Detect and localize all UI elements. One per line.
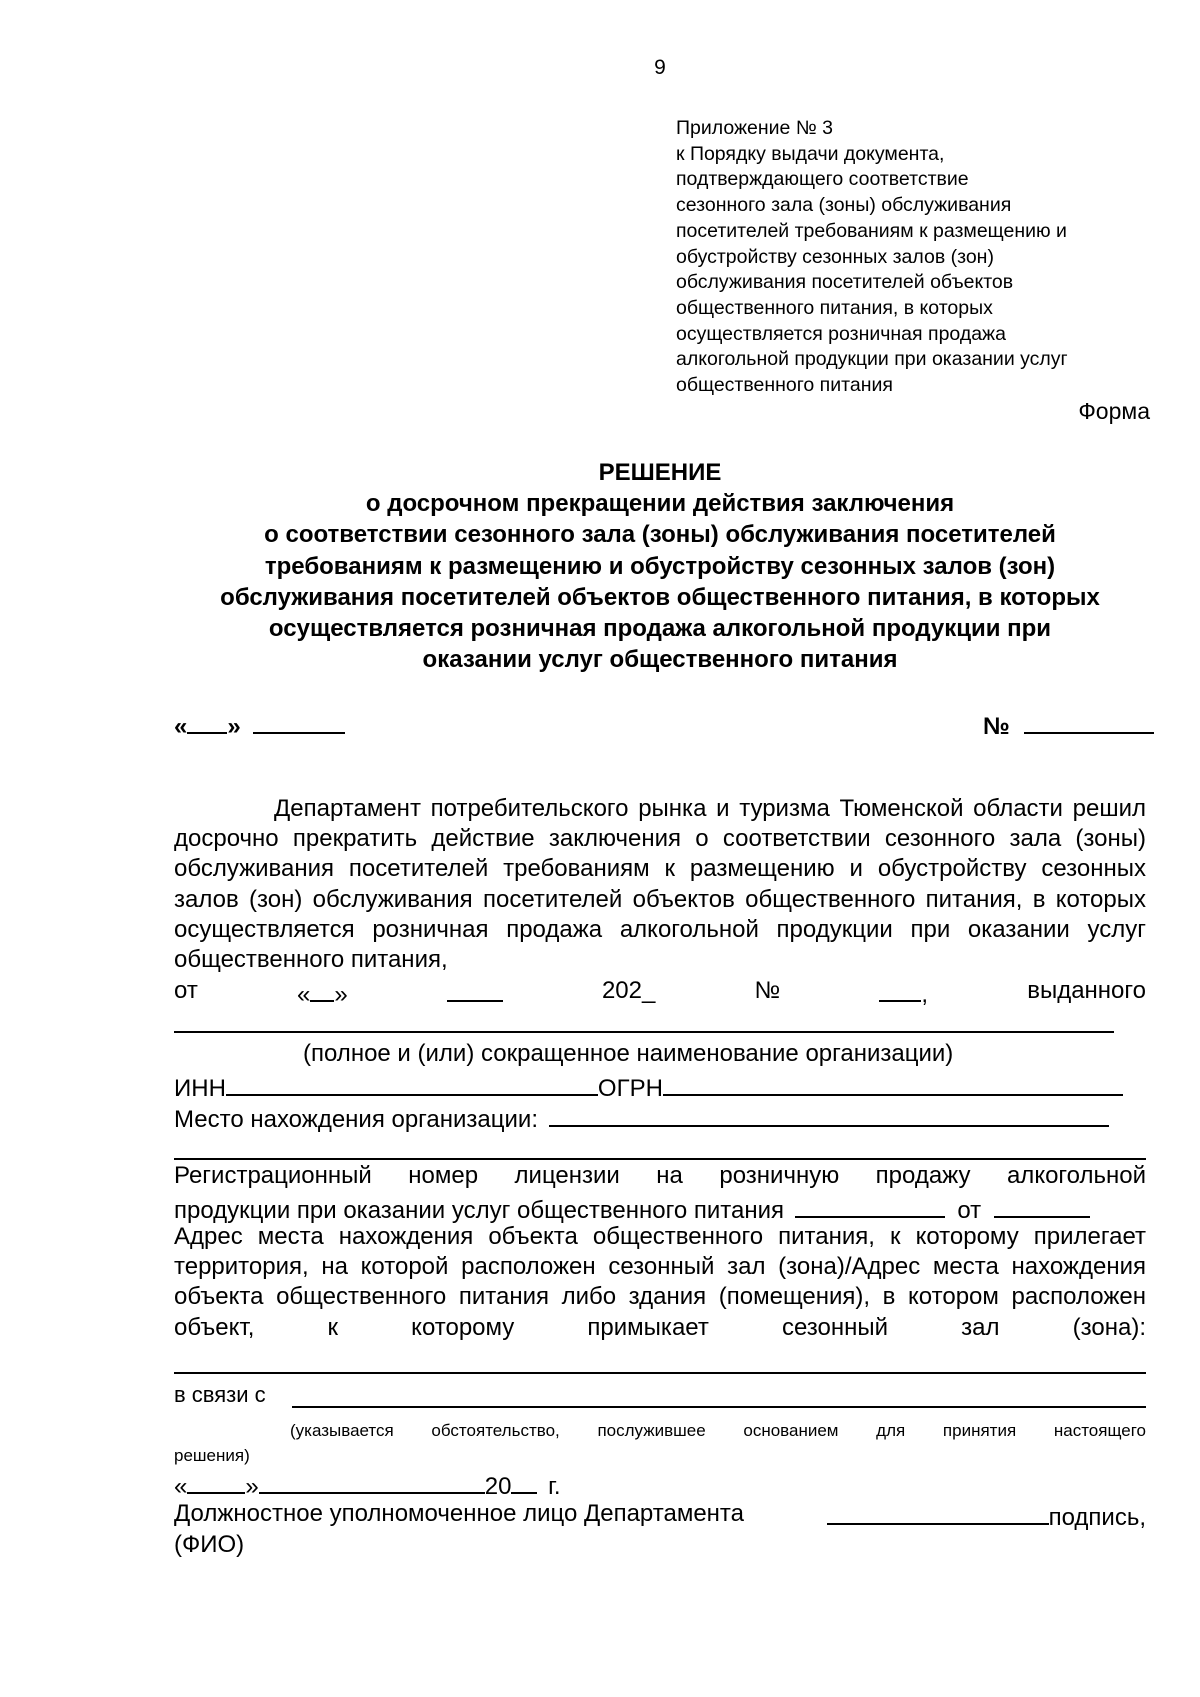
- reason-caption: (указывается обстоятельство, послужившее основанием для принятия настоящего: [290, 1421, 1146, 1440]
- decision-date: « »: [174, 708, 345, 742]
- inn-blank[interactable]: [226, 1070, 598, 1096]
- appendix-line: обслуживания посетителей объектов: [676, 271, 1014, 294]
- title-line: осуществляется розничная продажа алкогольной продукции при: [268, 615, 1052, 643]
- appendix-line: сезонного зала (зоны) обслуживания: [676, 194, 1012, 217]
- signing-day-blank[interactable]: [187, 1468, 245, 1494]
- title-line: обслуживания посетителей объектов общественного питания, в которых: [220, 583, 1100, 611]
- appendix-header: [676, 116, 1146, 399]
- license-number-blank[interactable]: [795, 1192, 945, 1218]
- appendix-line: общественного питания: [676, 374, 893, 397]
- body-paragraph: Департамент потребительского рынка и туризма Тюменской области решил досрочно прекратить действие заключения о соответствии сезонного зала (зоны) обслуживания посетителей требованиям к размещению и обустройству сезонных залов (зон) обслуживания посетителей объектов общественного питания, в которых осуществляется розничная продажа алкогольной продукции при оказании услуг общественного питания,: [174, 795, 1146, 974]
- license-date-blank[interactable]: [994, 1192, 1090, 1218]
- fio-label: (ФИО): [174, 1531, 245, 1558]
- reason-caption-end: решения): [174, 1446, 250, 1465]
- issued-day-blank[interactable]: [310, 976, 334, 1002]
- title-line: требованиям к размещению и обустройству сезонных залов (зон): [264, 552, 1056, 580]
- decision-number: №: [983, 708, 1154, 742]
- signature-blank[interactable]: [827, 1499, 1049, 1525]
- ogrn-blank[interactable]: [663, 1070, 1123, 1096]
- issued-number-blank[interactable]: [879, 976, 921, 1002]
- license-line-2: продукции при оказании услуг общественного питания от: [174, 1192, 1090, 1226]
- appendix-line: подтверждающего соответствие: [676, 168, 969, 191]
- appendix-line: алкогольной продукции при оказании услуг: [676, 348, 1068, 371]
- appendix-line: обустройству сезонных залов (зон): [676, 245, 994, 268]
- license-line-1: Регистрационный номер лицензии на розничную продажу алкогольной: [174, 1162, 1146, 1189]
- organization-name-line[interactable]: [174, 1031, 1114, 1033]
- organization-caption: (полное и (или) сокращенное наименование организации): [303, 1040, 954, 1067]
- location-continuation-line[interactable]: [174, 1158, 1146, 1160]
- signing-year-blank[interactable]: [511, 1468, 537, 1494]
- title-line: о соответствии сезонного зала (зоны) обслуживания посетителей: [264, 521, 1056, 549]
- decision-title: [160, 457, 1160, 675]
- reason-line: в связи с: [174, 1382, 266, 1407]
- appendix-line: Приложение № 3: [676, 117, 833, 139]
- appendix-line: общественного питания, в которых: [676, 296, 993, 319]
- reason-blank[interactable]: [292, 1406, 1146, 1408]
- issued-line: от « » 202_ № , выданного: [174, 977, 1146, 1008]
- appendix-line: осуществляется розничная продажа: [676, 322, 1006, 345]
- signing-month-blank[interactable]: [259, 1468, 485, 1494]
- form-label: Форма: [1078, 398, 1150, 424]
- decision-number-blank[interactable]: [1024, 708, 1154, 734]
- page-number: 9: [654, 56, 666, 79]
- appendix-line: посетителей требованиям к размещению и: [676, 219, 1067, 242]
- signing-date: « » 20 г.: [174, 1468, 561, 1502]
- official-line: Должностное уполномоченное лицо Департамента подпись,: [174, 1500, 1146, 1531]
- date-month-blank[interactable]: [253, 708, 345, 734]
- issued-month-blank[interactable]: [447, 976, 503, 1002]
- inn-ogrn-line: ИНН ОГРН: [174, 1070, 1123, 1104]
- address-line[interactable]: [174, 1372, 1146, 1374]
- title-line: о досрочном прекращении действия заключения: [365, 490, 955, 518]
- location-line: Место нахождения организации:: [174, 1101, 1109, 1135]
- appendix-line: к Порядку выдачи документа,: [676, 142, 945, 165]
- title-heading: РЕШЕНИЕ: [598, 459, 722, 486]
- address-paragraph: Адрес места нахождения объекта общественного питания, к которому прилегает территория, на которой расположен сезонный зал (зона)/Адрес места нахождения объекта общественного питания либо здания (помещения), в котором расположен объект, к которому примыкает сезонный зал (зона):: [174, 1223, 1146, 1341]
- title-line: оказании услуг общественного питания: [422, 646, 898, 674]
- location-blank[interactable]: [549, 1101, 1109, 1127]
- date-day-blank[interactable]: [187, 708, 227, 734]
